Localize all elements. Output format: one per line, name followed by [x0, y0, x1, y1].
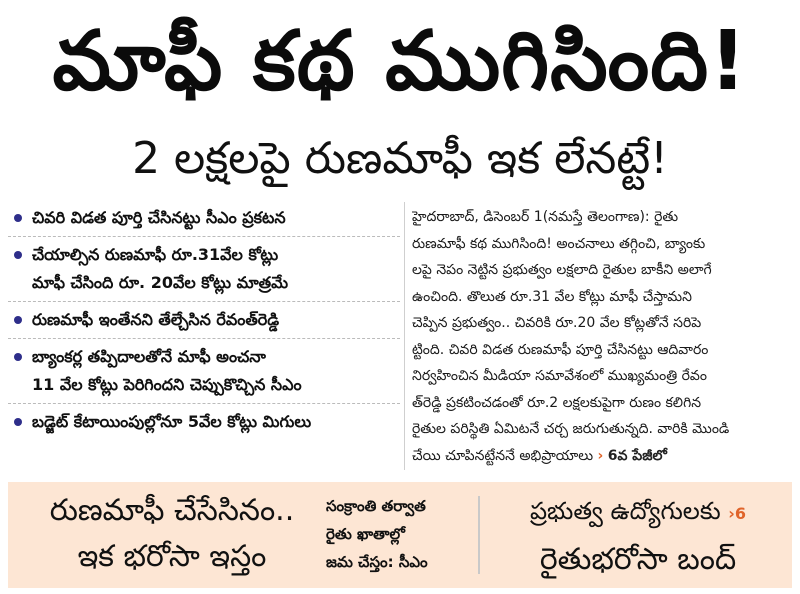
band-divider [478, 496, 483, 574]
band-mid-block [326, 492, 474, 576]
band-mid-line: సంక్రాంతి తర్వాత [326, 497, 426, 515]
subheadline: 2 లక్షలపై రుణమాఫీ ఇక లేనట్టే! [132, 133, 668, 184]
story-line: ఉంచింది. తొలుత రూ.31 వేల కోట్లు మాఫీ చేస్తామని [412, 288, 692, 305]
story-line: హైదరాబాద్, డిసెంబర్ 1(నమస్తే తెలంగాణ): రైతు [412, 209, 679, 225]
page-ref-link[interactable]: 6 [734, 504, 747, 523]
bullet-text: 11 వేల కోట్లు పెరిగిందని చెప్పుకొచ్చిన సీఎం [32, 375, 302, 394]
band-right-block [490, 488, 786, 583]
story-last-line [412, 443, 792, 470]
bullet-dot-icon [14, 353, 22, 361]
bullet-item [8, 339, 400, 404]
continued-page-link[interactable]: 6వ పేజీలో [607, 447, 667, 464]
bullet-item [8, 237, 400, 302]
story-body [412, 204, 792, 472]
bullet-dot-icon [14, 251, 22, 259]
bullet-list [8, 200, 400, 472]
bullet-text: బడ్జెట్ కేటాయింపుల్లోనూ 5వేల కోట్లు మిగులు [32, 412, 312, 431]
bullet-text: రుణమాఫీ ఇంతేనని తేల్చేసిన రేవంత్‌రెడ్డి [32, 310, 280, 329]
story-line: త్‌రెడ్డి ప్రకటించడంతో రూ.2 లక్షలకుపైగా రుణం కలిగిన [412, 394, 702, 411]
band-right-top [490, 488, 786, 537]
band-left-block [22, 488, 322, 580]
bullet-item [8, 302, 400, 339]
page-ref-arrow-icon: › [728, 504, 735, 523]
bullet-text: చేయాల్సిన రుణమాఫీ రూ.31వేల కోట్లు [32, 245, 279, 264]
bottom-highlight-band [8, 482, 792, 588]
story-line: ట్టింది. చివరి విడత రుణమాఫీ పూర్తి చేసినట్టు ఆదివారం [412, 341, 709, 358]
bullet-dot-icon [14, 214, 22, 222]
story-line-text: చేయి చూపినట్టేననే అభిప్రాయాలు [412, 447, 594, 464]
band-right-line: రైతుభరోసా బంద్ [539, 542, 737, 577]
band-right-line: ప్రభుత్వ ఉద్యోగులకు [529, 497, 721, 525]
bullet-dot-icon [14, 418, 22, 426]
band-mid-line: జమ చేస్తం: సీఎం [326, 553, 428, 571]
story-line: రైతుల పరిస్థితి ఏమిటనే చర్చ జరుగుతున్నది. వారికి మొండి [412, 421, 730, 437]
story-line: లపై నెపం నెట్టిన ప్రభుత్వం లక్షలాది రైతుల బాకీని అలాగే [412, 262, 712, 278]
headline: మాఫీ కథ ముగిసింది! [52, 14, 748, 109]
bullet-dot-icon [14, 316, 22, 324]
bullet-text: చివరి విడత పూర్తి చేసినట్టు సీఎం ప్రకటన [32, 208, 286, 227]
band-left-line: రుణమాఫీ చేసేసినం.. [49, 493, 295, 528]
story-line: రుణమాఫీ కథ ముగిసింది! అంచనాలు తగ్గించి, బ్యాంకు [412, 235, 706, 252]
story-line: నిర్వహించిన మీడియా సమావేశంలో ముఖ్యమంత్రి రేవం [412, 368, 707, 384]
story-line: చెప్పిన ప్రభుత్వం.. చివరికి రూ.20 వేల కోట్లతోనే సరిపె [412, 315, 702, 331]
continued-arrow-icon: › [597, 447, 604, 464]
bullet-text: బ్యాంకర్ల తప్పిదాలతోనే మాఫీ అంచనా [32, 347, 266, 366]
band-mid-line: రైతు ఖాతాల్లో [326, 525, 405, 543]
column-divider [404, 202, 405, 470]
band-left-line: ఇక భరోసా ఇస్తం [77, 539, 267, 574]
bullet-item [8, 404, 400, 440]
bullet-item [8, 200, 400, 237]
bullet-text: మాఫీ చేసింది రూ. 20వేల కోట్లు మాత్రమే [32, 273, 289, 292]
